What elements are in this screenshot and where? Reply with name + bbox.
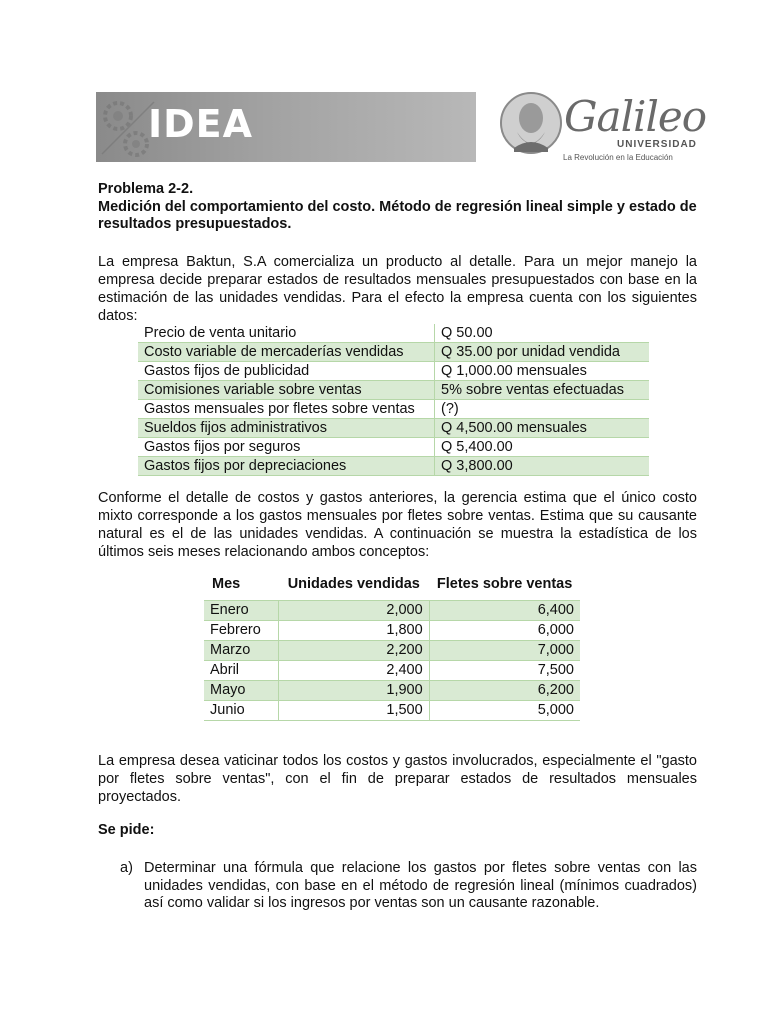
table-header-row xyxy=(204,576,580,600)
intro-paragraph: La empresa Baktun, S.A comercializa un producto al detalle. Para un mejor manejo la empresa decide preparar estados de resultados mensuales presupuestados con base en la estimación de las unidades vendidas. Para el efecto la empresa cuenta con los siguientes datos: xyxy=(98,254,697,324)
freight-cell: 5,000 xyxy=(429,700,580,720)
freight-cell: 6,000 xyxy=(429,620,580,640)
problem-subtitle: Medición del comportamiento del costo. Método de regresión lineal simple y estado de resultados presupuestados. xyxy=(98,198,697,232)
month-cell: Enero xyxy=(204,600,278,620)
month-cell: Junio xyxy=(204,700,278,720)
value-cell: Q 3,800.00 xyxy=(435,457,650,476)
header-unidades: Unidades vendidas xyxy=(287,576,420,592)
freight-cell: 7,000 xyxy=(429,640,580,660)
concept-cell: Gastos fijos por seguros xyxy=(138,438,435,457)
cost-data-table xyxy=(138,324,649,476)
value-cell: Q 1,000.00 mensuales xyxy=(435,362,650,381)
table-row xyxy=(138,400,649,419)
value-cell: (?) xyxy=(435,400,650,419)
value-cell: Q 5,400.00 xyxy=(435,438,650,457)
monthly-table xyxy=(204,576,580,721)
concept-cell: Comisiones variable sobre ventas xyxy=(138,381,435,400)
concept-cell: Gastos fijos por depreciaciones xyxy=(138,457,435,476)
galileo-portrait-icon xyxy=(500,90,562,156)
logo-university: UNIVERSIDAD xyxy=(617,139,697,150)
item-label: a) xyxy=(120,860,133,876)
table-row xyxy=(204,640,580,660)
requirements-heading: Se pide: xyxy=(98,822,155,838)
value-cell: Q 4,500.00 mensuales xyxy=(435,419,650,438)
requirement-item-a xyxy=(120,860,697,913)
concept-cell: Gastos mensuales por fletes sobre ventas xyxy=(138,400,435,419)
concept-cell: Costo variable de mercaderías vendidas xyxy=(138,343,435,362)
table-row xyxy=(138,419,649,438)
units-cell: 2,400 xyxy=(278,660,429,680)
table-row xyxy=(138,324,649,343)
table-row xyxy=(138,438,649,457)
month-cell: Mayo xyxy=(204,680,278,700)
table-row xyxy=(204,680,580,700)
concept-cell: Gastos fijos de publicidad xyxy=(138,362,435,381)
month-cell: Febrero xyxy=(204,620,278,640)
banner-title: IDEA xyxy=(148,102,254,146)
month-cell: Abril xyxy=(204,660,278,680)
table-row xyxy=(138,457,649,476)
units-cell: 1,900 xyxy=(278,680,429,700)
month-cell: Marzo xyxy=(204,640,278,660)
freight-cell: 7,500 xyxy=(429,660,580,680)
value-cell: Q 35.00 por unidad vendida xyxy=(435,343,650,362)
units-cell: 2,000 xyxy=(278,600,429,620)
header-banner xyxy=(96,92,476,162)
header-fletes: Fletes sobre ventas xyxy=(436,576,573,592)
header-mes: Mes xyxy=(212,576,241,592)
freight-cell: 6,200 xyxy=(429,680,580,700)
problem-title xyxy=(98,181,698,234)
table-row xyxy=(204,660,580,680)
table-row xyxy=(204,600,580,620)
item-text: Determinar una fórmula que relacione los gastos por fletes sobre ventas con las unidades vendidas, con base en el método de regresión lineal (mínimos cuadrados) así como validar si los ingresos por ventas son un causante razonable. xyxy=(144,860,697,911)
context-paragraph: Conforme el detalle de costos y gastos anteriores, la gerencia estima que el único costo mixto corresponde a los gastos mensuales por fletes sobre ventas. Estima que su causante natural es el de las unidades vendidas. A continuación se muestra la estadística de los últimos seis meses relacionando ambos conceptos: xyxy=(98,490,697,560)
concept-cell: Sueldos fijos administrativos xyxy=(138,419,435,438)
table-row xyxy=(138,362,649,381)
table-row xyxy=(138,381,649,400)
table-row xyxy=(204,620,580,640)
logo-wordmark: Galileo xyxy=(564,92,707,141)
problem-number: Problema 2-2. xyxy=(98,181,194,197)
value-cell: 5% sobre ventas efectuadas xyxy=(435,381,650,400)
units-cell: 1,800 xyxy=(278,620,429,640)
galileo-logo xyxy=(500,90,707,168)
table-row xyxy=(138,343,649,362)
value-cell: Q 50.00 xyxy=(435,324,650,343)
logo-tagline: La Revolución en la Educación xyxy=(563,153,673,162)
table-row xyxy=(204,700,580,720)
concept-cell: Precio de venta unitario xyxy=(138,324,435,343)
units-cell: 2,200 xyxy=(278,640,429,660)
forecast-paragraph: La empresa desea vaticinar todos los costos y gastos involucrados, especialmente el "gasto por fletes sobre ventas", con el fin de preparar estados de resultados mensuales proyectados. xyxy=(98,753,697,805)
freight-cell: 6,400 xyxy=(429,600,580,620)
units-cell: 1,500 xyxy=(278,700,429,720)
